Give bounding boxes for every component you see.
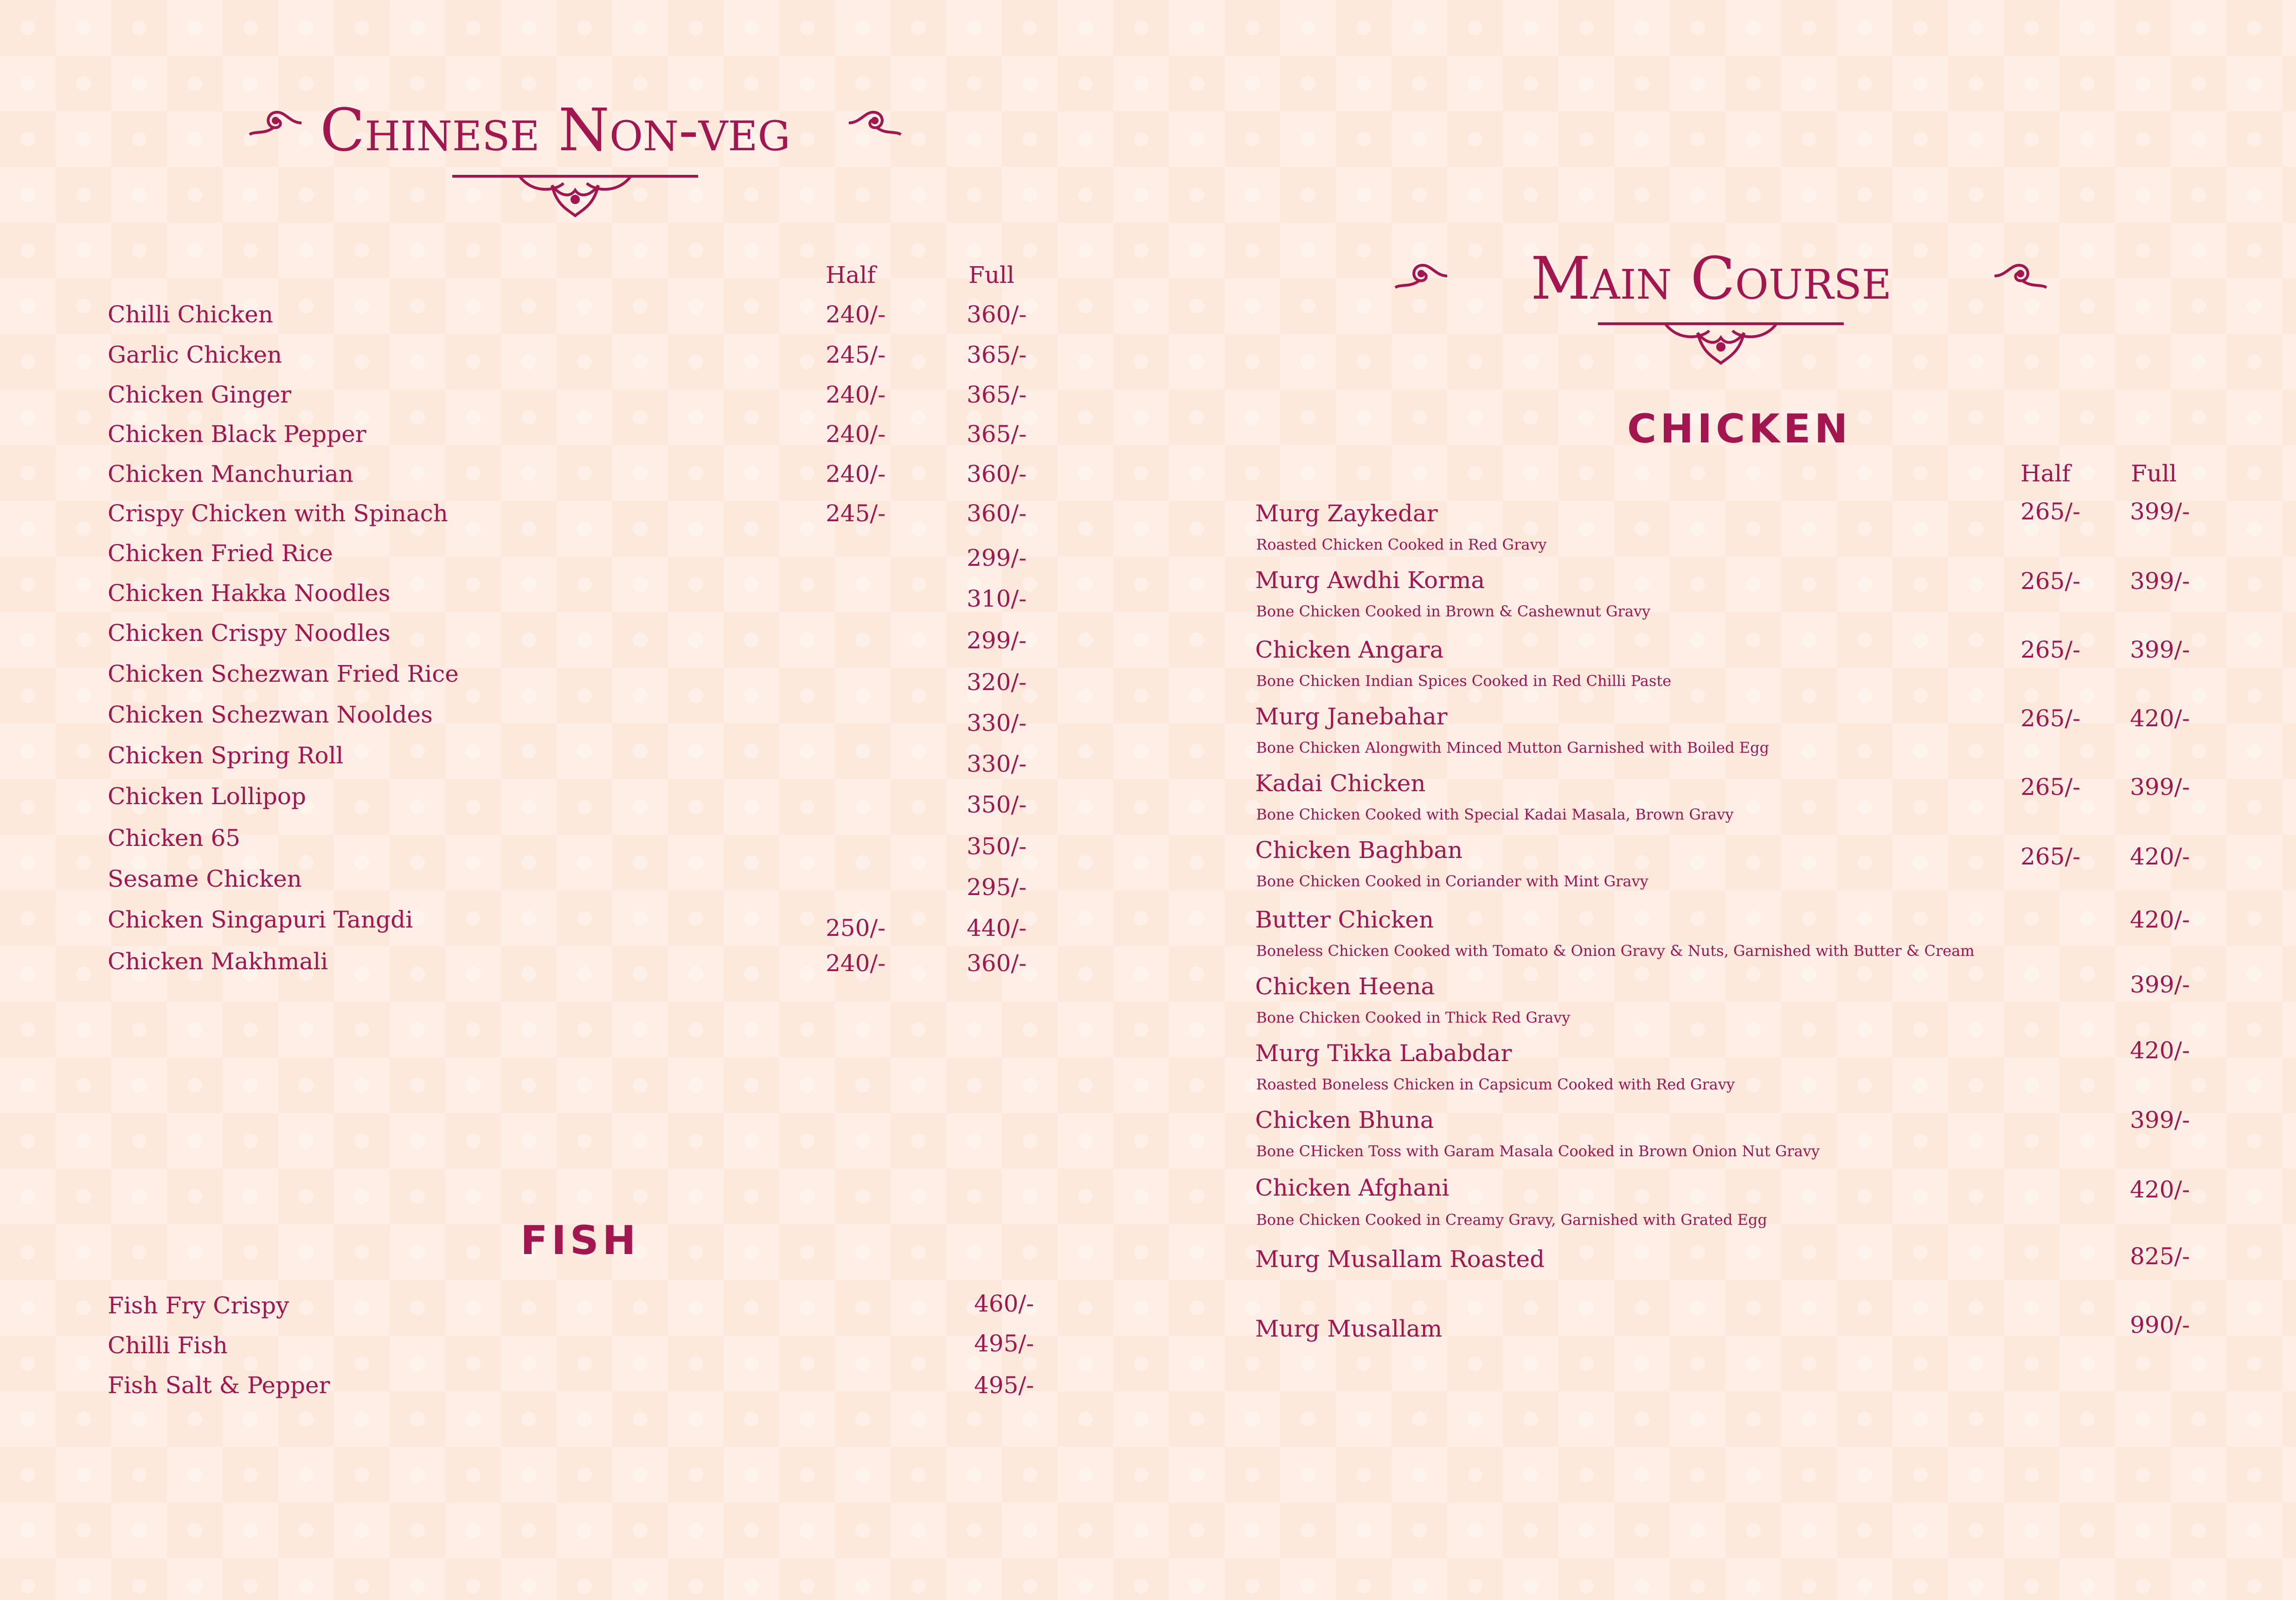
main-item-name: Chicken Bhuna bbox=[1255, 1107, 1434, 1133]
main-item-full-price: 420/- bbox=[2130, 705, 2190, 732]
main-item-name: Murg Janebahar bbox=[1255, 703, 1448, 730]
chinese-item-name: Chilli Chicken bbox=[108, 301, 273, 328]
main-course-title: Main Course bbox=[1531, 244, 1892, 313]
chinese-item-name: Chicken Makhmali bbox=[108, 948, 328, 975]
fish-item-price: 460/- bbox=[974, 1290, 1034, 1317]
chinese-item-name: Chicken Spring Roll bbox=[108, 742, 344, 769]
fish-item-price: 495/- bbox=[974, 1372, 1034, 1399]
chinese-item-name: Chicken Manchurian bbox=[108, 461, 353, 487]
main-item-half-price: 265/- bbox=[2020, 774, 2081, 800]
main-item-name: Chicken Afghani bbox=[1255, 1174, 1449, 1201]
main-item-half-price: 265/- bbox=[2020, 705, 2081, 732]
main-item-description: Bone CHicken Toss with Garam Masala Cooked in Brown Onion Nut Gravy bbox=[1256, 1142, 1820, 1160]
chinese-item-full-price: 365/- bbox=[967, 381, 1027, 408]
main-item-description: Bone Chicken Indian Spices Cooked in Red Chilli Paste bbox=[1256, 672, 1672, 690]
chinese-item-full-price: 310/- bbox=[967, 585, 1027, 612]
main-item-name: Murg Musallam bbox=[1255, 1315, 1443, 1342]
main-item-description: Roasted Boneless Chicken in Capsicum Cooked with Red Gravy bbox=[1256, 1075, 1735, 1093]
chinese-heading-underline-icon bbox=[450, 172, 700, 224]
chinese-col-half-header: Half bbox=[826, 262, 876, 288]
main-item-half-price: 265/- bbox=[2020, 498, 2081, 525]
main-col-half-header: Half bbox=[2020, 460, 2071, 487]
chinese-item-full-price: 360/- bbox=[967, 301, 1027, 328]
main-item-full-price: 399/- bbox=[2130, 498, 2190, 525]
chinese-item-name: Chicken Black Pepper bbox=[108, 421, 366, 448]
main-item-name: Murg Awdhi Korma bbox=[1255, 567, 1485, 594]
chinese-item-half-price: 245/- bbox=[826, 341, 886, 368]
main-heading-flourish-right-icon bbox=[1990, 255, 2050, 299]
main-item-name: Butter Chicken bbox=[1255, 906, 1434, 933]
main-item-full-price: 399/- bbox=[2130, 636, 2190, 663]
main-item-full-price: 420/- bbox=[2130, 1176, 2190, 1203]
chinese-item-name: Chicken Schezwan Fried Rice bbox=[108, 660, 459, 687]
main-item-description: Bone Chicken Cooked with Special Kadai Masala, Brown Gravy bbox=[1256, 806, 1734, 823]
main-item-half-price: 265/- bbox=[2020, 636, 2081, 663]
main-col-full-header: Full bbox=[2131, 460, 2177, 487]
main-heading-underline-icon bbox=[1596, 319, 1846, 372]
fish-title: FISH bbox=[520, 1217, 640, 1264]
chinese-item-full-price: 440/- bbox=[967, 915, 1027, 941]
main-item-full-price: 399/- bbox=[2130, 774, 2190, 800]
fish-item-name: Fish Salt & Pepper bbox=[108, 1372, 330, 1399]
chinese-item-half-price: 240/- bbox=[826, 421, 886, 448]
chinese-item-name: Sesame Chicken bbox=[108, 865, 302, 892]
main-item-full-price: 825/- bbox=[2130, 1243, 2190, 1270]
chinese-item-full-price: 295/- bbox=[967, 874, 1027, 901]
chinese-heading-flourish-left-icon bbox=[246, 102, 306, 146]
main-item-description: Bone Chicken Cooked in Brown & Cashewnut Gravy bbox=[1256, 602, 1651, 620]
chinese-item-half-price: 240/- bbox=[826, 381, 886, 408]
main-item-full-price: 990/- bbox=[2130, 1312, 2190, 1338]
main-item-half-price: 265/- bbox=[2020, 568, 2081, 595]
chinese-item-half-price: 240/- bbox=[826, 950, 886, 977]
main-item-half-price: 265/- bbox=[2020, 843, 2081, 870]
main-item-name: Murg Zaykedar bbox=[1255, 500, 1438, 527]
chinese-item-name: Chicken Ginger bbox=[108, 381, 292, 408]
main-item-name: Chicken Baghban bbox=[1255, 837, 1463, 864]
fish-item-name: Chilli Fish bbox=[108, 1332, 228, 1359]
main-item-description: Roasted Chicken Cooked in Red Gravy bbox=[1256, 536, 1547, 553]
fish-item-name: Fish Fry Crispy bbox=[108, 1292, 289, 1319]
main-item-description: Bone Chicken Cooked in Creamy Gravy, Garnished with Grated Egg bbox=[1256, 1211, 1767, 1229]
chinese-item-half-price: 240/- bbox=[826, 301, 886, 328]
chinese-item-full-price: 360/- bbox=[967, 461, 1027, 487]
chinese-item-full-price: 365/- bbox=[967, 421, 1027, 448]
main-item-description: Boneless Chicken Cooked with Tomato & Onion Gravy & Nuts, Garnished with Butter & Cream bbox=[1256, 942, 1975, 960]
main-item-name: Chicken Angara bbox=[1255, 636, 1444, 663]
chinese-item-full-price: 350/- bbox=[967, 833, 1027, 860]
chinese-item-name: Chicken Lollipop bbox=[108, 783, 306, 810]
chinese-item-full-price: 350/- bbox=[967, 791, 1027, 818]
main-item-name: Kadai Chicken bbox=[1255, 770, 1426, 797]
chinese-item-full-price: 360/- bbox=[967, 950, 1027, 977]
chinese-item-name: Chicken Hakka Noodles bbox=[108, 580, 391, 607]
chicken-subtitle: CHICKEN bbox=[1627, 406, 1852, 452]
chinese-item-full-price: 299/- bbox=[967, 544, 1027, 571]
chinese-item-full-price: 360/- bbox=[967, 500, 1027, 527]
chinese-item-name: Chicken Schezwan Nooldes bbox=[108, 701, 433, 728]
main-item-name: Murg Musallam Roasted bbox=[1255, 1246, 1545, 1273]
main-item-full-price: 399/- bbox=[2130, 1107, 2190, 1133]
main-item-name: Murg Tikka Lababdar bbox=[1255, 1040, 1512, 1067]
main-item-full-price: 420/- bbox=[2130, 1037, 2190, 1064]
chinese-item-name: Chicken Singapuri Tangdi bbox=[108, 906, 413, 933]
main-item-description: Bone Chicken Cooked in Thick Red Gravy bbox=[1256, 1009, 1571, 1026]
chinese-item-full-price: 330/- bbox=[967, 750, 1027, 777]
main-heading-flourish-left-icon bbox=[1392, 255, 1452, 299]
chinese-item-half-price: 245/- bbox=[826, 500, 886, 527]
chinese-nonveg-title: Chinese Non-veg bbox=[320, 96, 790, 164]
main-item-full-price: 420/- bbox=[2130, 843, 2190, 870]
chinese-item-name: Garlic Chicken bbox=[108, 341, 282, 368]
chinese-item-name: Crispy Chicken with Spinach bbox=[108, 500, 448, 527]
chinese-item-name: Chicken Crispy Noodles bbox=[108, 620, 391, 646]
chinese-item-name: Chicken 65 bbox=[108, 825, 241, 851]
main-item-full-price: 399/- bbox=[2130, 971, 2190, 998]
chinese-item-full-price: 365/- bbox=[967, 341, 1027, 368]
fish-item-price: 495/- bbox=[974, 1330, 1034, 1357]
chinese-col-full-header: Full bbox=[968, 262, 1014, 288]
chinese-item-full-price: 320/- bbox=[967, 669, 1027, 696]
chinese-item-full-price: 330/- bbox=[967, 710, 1027, 736]
main-item-full-price: 399/- bbox=[2130, 568, 2190, 595]
main-item-description: Bone Chicken Alongwith Minced Mutton Garnished with Boiled Egg bbox=[1256, 739, 1769, 756]
chinese-item-half-price: 240/- bbox=[826, 461, 886, 487]
chinese-item-name: Chicken Fried Rice bbox=[108, 540, 333, 567]
main-item-name: Chicken Heena bbox=[1255, 973, 1435, 1000]
chinese-item-full-price: 299/- bbox=[967, 627, 1027, 654]
main-item-description: Bone Chicken Cooked in Coriander with Mint Gravy bbox=[1256, 872, 1648, 890]
chinese-heading-flourish-right-icon bbox=[844, 102, 904, 146]
main-item-full-price: 420/- bbox=[2130, 906, 2190, 933]
chinese-item-half-price: 250/- bbox=[826, 915, 886, 941]
